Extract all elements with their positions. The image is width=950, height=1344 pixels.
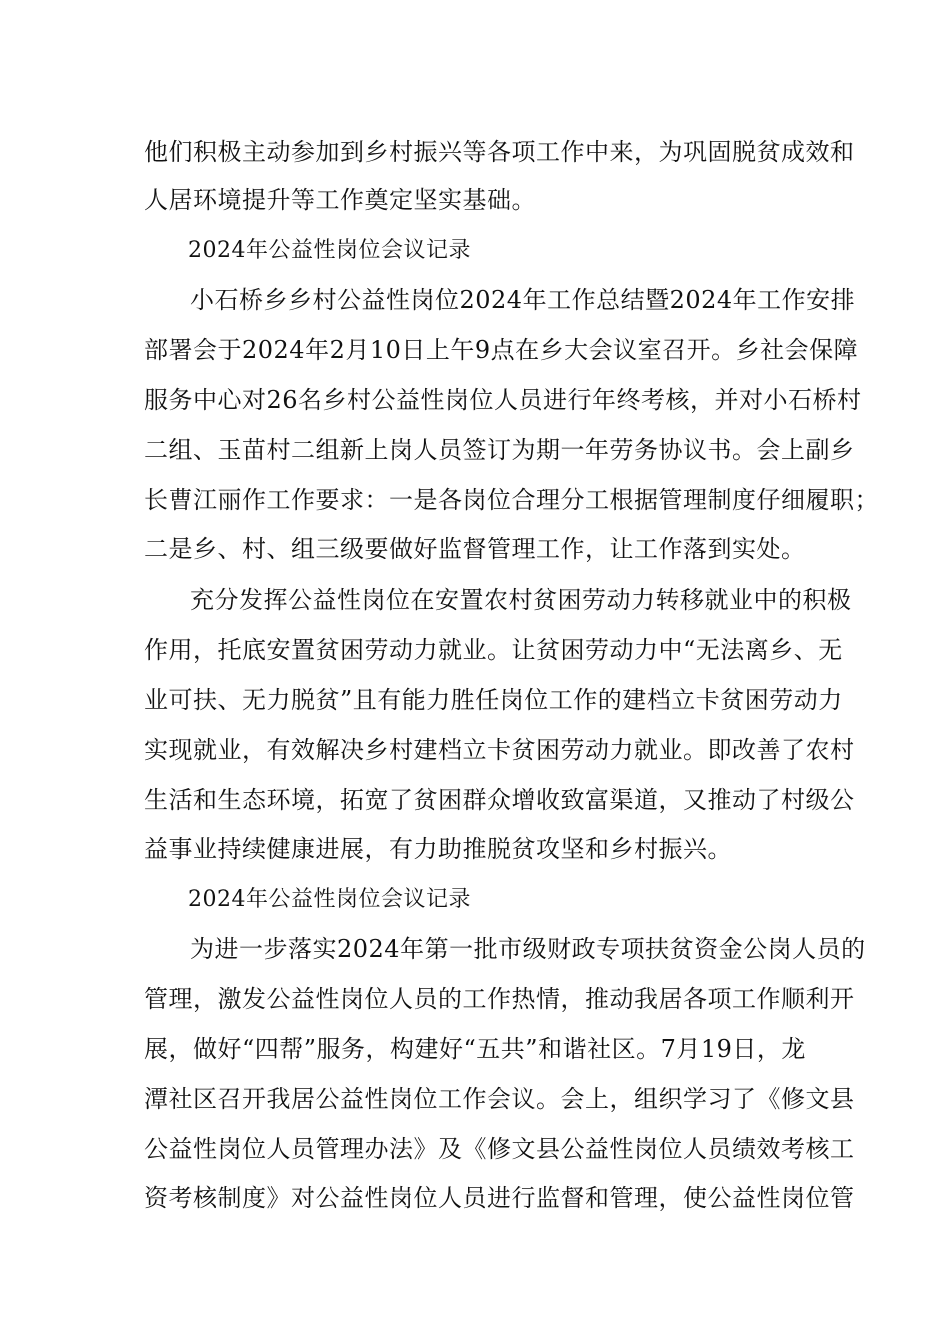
text-line: 部署会于2024年2月10日上午9点在乡大会议室召开。乡社会保障 [144, 336, 859, 364]
text-line: 展，做好“四帮”服务，构建好“五共”和谐社区。7月19日，龙 [144, 1035, 806, 1063]
text-line: 人居环境提升等工作奠定坚实基础。 [144, 186, 536, 214]
text-line: 益事业持续健康进展，有力助推脱贫攻坚和乡村振兴。 [144, 835, 732, 863]
text-line: 业可扶、无力脱贫”且有能力胜任岗位工作的建档立卡贫困劳动力 [144, 686, 843, 714]
text-line: 作用，托底安置贫困劳动力就业。让贫困劳动力中“无法离乡、无 [144, 636, 843, 664]
text-line: 二组、玉苗村二组新上岗人员签订为期一年劳务协议书。会上副乡 [144, 436, 855, 464]
text-line: 充分发挥公益性岗位在安置农村贫困劳动力转移就业中的积极 [190, 586, 852, 614]
section-heading: 2024年公益性岗位会议记录 [188, 887, 471, 912]
text-line: 他们积极主动参加到乡村振兴等各项工作中来，为巩固脱贫成效和 [144, 138, 855, 166]
text-line: 实现就业，有效解决乡村建档立卡贫困劳动力就业。即改善了农村 [144, 736, 855, 764]
text-line: 管理，激发公益性岗位人员的工作热情，推动我居各项工作顺利开 [144, 985, 855, 1013]
text-line: 生活和生态环境，拓宽了贫困群众增收致富渠道，又推动了村级公 [144, 786, 855, 814]
text-line: 潭社区召开我居公益性岗位工作会议。会上，组织学习了《修文县 [144, 1085, 855, 1113]
text-line: 服务中心对26名乡村公益性岗位人员进行年终考核，并对小石桥村 [144, 386, 862, 414]
text-line: 为进一步落实2024年第一批市级财政专项扶贫资金公岗人员的 [190, 935, 866, 963]
text-line: 长曹江丽作工作要求：一是各岗位合理分工根据管理制度仔细履职； [144, 486, 879, 514]
text-line: 二是乡、村、组三级要做好监督管理工作，让工作落到实处。 [144, 535, 806, 563]
text-line: 小石桥乡乡村公益性岗位2024年工作总结暨2024年工作安排 [190, 286, 856, 314]
text-line: 资考核制度》对公益性岗位人员进行监督和管理，使公益性岗位管 [144, 1184, 855, 1212]
text-line: 公益性岗位人员管理办法》及《修文县公益性岗位人员绩效考核工 [144, 1135, 855, 1163]
section-heading: 2024年公益性岗位会议记录 [188, 238, 471, 263]
